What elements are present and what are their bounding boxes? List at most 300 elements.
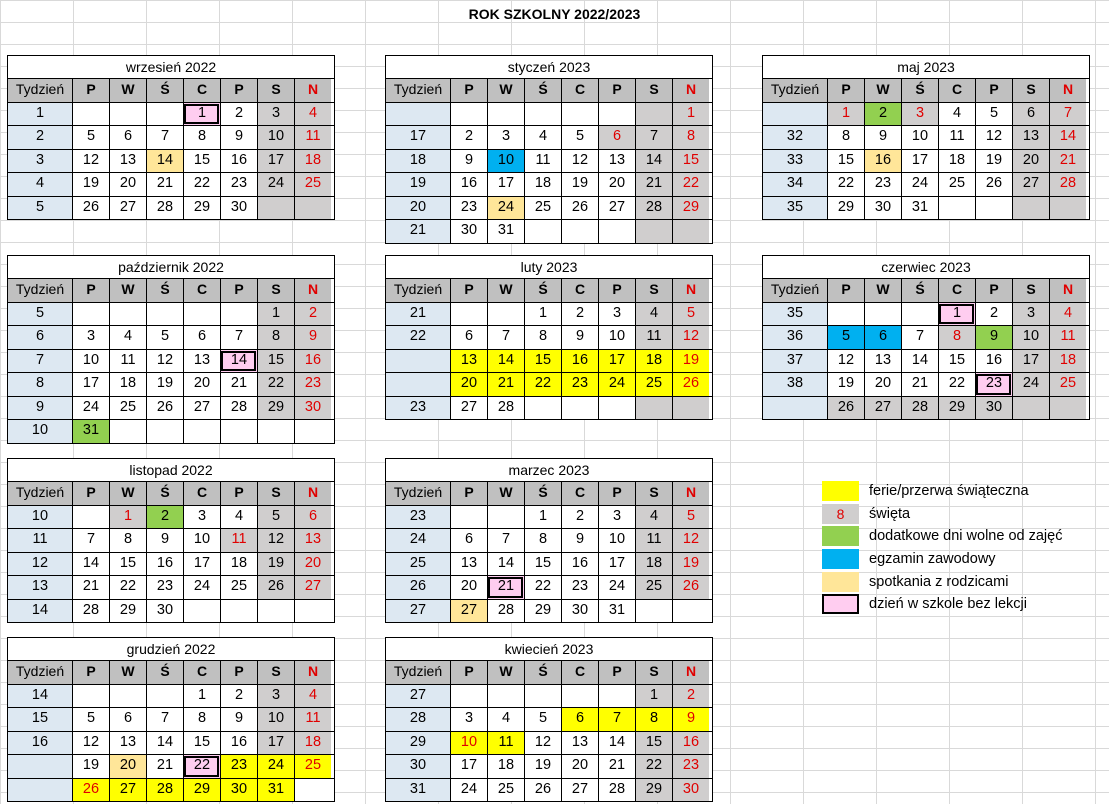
day-cell: 10 [487, 150, 524, 173]
week-number: 27 [386, 685, 450, 708]
weekday-header: P [450, 661, 487, 684]
day-cell [72, 303, 109, 326]
day-cell: 13 [109, 150, 146, 173]
week-number: 38 [763, 373, 827, 396]
week-number: 12 [8, 553, 72, 576]
week-row [8, 505, 334, 529]
day-cell: 28 [487, 600, 524, 623]
day-cell [635, 103, 672, 126]
day-cell: 6 [1012, 103, 1049, 126]
day-cell: 26 [72, 779, 109, 802]
day-cell: 17 [487, 173, 524, 196]
day-cell: 30 [864, 197, 901, 220]
weekday-header: N [1049, 279, 1086, 302]
day-cell: 28 [598, 779, 635, 802]
day-cell: 8 [183, 708, 220, 731]
day-cell [672, 600, 709, 623]
week-column-header: Tydzień [386, 279, 450, 302]
week-number: 21 [386, 303, 450, 326]
day-cell: 9 [561, 529, 598, 552]
day-cell: 24 [450, 779, 487, 802]
day-cell [220, 420, 257, 443]
day-cell: 30 [146, 600, 183, 623]
day-cell: 5 [72, 126, 109, 149]
day-cell: 3 [487, 126, 524, 149]
day-cell: 14 [487, 350, 524, 373]
day-cell: 11 [294, 126, 331, 149]
week-row [8, 149, 334, 173]
day-cell: 19 [672, 553, 709, 576]
day-cell: 2 [864, 103, 901, 126]
weekday-header: P [827, 79, 864, 102]
day-cell: 22 [524, 373, 561, 396]
weekday-header: W [864, 79, 901, 102]
day-cell: 1 [524, 506, 561, 529]
day-cell [183, 600, 220, 623]
week-number: 13 [8, 576, 72, 599]
day-cell: 10 [72, 350, 109, 373]
weekday-header: N [294, 661, 331, 684]
day-cell: 27 [183, 397, 220, 420]
day-cell: 7 [487, 529, 524, 552]
day-cell: 14 [901, 350, 938, 373]
week-number: 20 [386, 197, 450, 220]
week-number: 24 [386, 529, 450, 552]
legend-item-blue [822, 548, 1062, 571]
day-cell: 21 [487, 373, 524, 396]
week-row [8, 731, 334, 755]
week-column-header: Tydzień [8, 79, 72, 102]
month-grid [385, 278, 713, 420]
month-calendar [7, 458, 335, 623]
day-cell: 11 [635, 529, 672, 552]
month-grid [7, 78, 335, 220]
day-cell: 7 [598, 708, 635, 731]
weekday-header: P [827, 279, 864, 302]
month-calendar [762, 255, 1090, 420]
day-cell: 13 [1012, 126, 1049, 149]
day-cell: 17 [257, 732, 294, 755]
day-cell: 30 [450, 220, 487, 243]
day-cell: 19 [975, 150, 1012, 173]
weekday-header: N [1049, 79, 1086, 102]
day-cell: 20 [561, 755, 598, 778]
week-row [386, 172, 712, 196]
legend-swatch-pink [822, 594, 859, 614]
weekday-header: P [598, 79, 635, 102]
week-number: 10 [8, 506, 72, 529]
day-cell: 7 [72, 529, 109, 552]
day-cell: 20 [450, 576, 487, 599]
day-cell: 5 [975, 103, 1012, 126]
day-cell: 2 [450, 126, 487, 149]
month-title: marzec 2023 [385, 458, 713, 481]
day-cell: 23 [561, 373, 598, 396]
week-number: 3 [8, 150, 72, 173]
week-row [8, 778, 334, 802]
weekday-header-row [763, 79, 1089, 102]
day-cell: 21 [901, 373, 938, 396]
day-cell [146, 420, 183, 443]
day-cell: 17 [183, 553, 220, 576]
day-cell [524, 103, 561, 126]
day-cell [109, 685, 146, 708]
day-cell [938, 197, 975, 220]
day-cell: 12 [672, 529, 709, 552]
day-cell: 19 [72, 755, 109, 778]
day-cell: 4 [1049, 303, 1086, 326]
week-row [386, 599, 712, 623]
weekday-header: Ś [524, 279, 561, 302]
day-cell: 12 [257, 529, 294, 552]
day-cell: 15 [524, 553, 561, 576]
week-row [386, 149, 712, 173]
day-cell: 11 [109, 350, 146, 373]
week-row [386, 528, 712, 552]
day-cell: 25 [635, 576, 672, 599]
week-row [8, 302, 334, 326]
day-cell: 26 [524, 779, 561, 802]
day-cell: 15 [672, 150, 709, 173]
day-cell: 30 [220, 197, 257, 220]
week-column-header: Tydzień [386, 482, 450, 505]
week-number: 26 [386, 576, 450, 599]
day-cell: 5 [72, 708, 109, 731]
week-number [386, 350, 450, 373]
weekday-header-row [386, 279, 712, 302]
week-column-header: Tydzień [386, 661, 450, 684]
weekday-header: C [561, 279, 598, 302]
month-title: maj 2023 [762, 55, 1090, 78]
day-cell: 12 [672, 326, 709, 349]
day-cell [72, 103, 109, 126]
day-cell: 5 [257, 506, 294, 529]
week-number: 37 [763, 350, 827, 373]
month-title: styczeń 2023 [385, 55, 713, 78]
day-cell: 1 [183, 103, 220, 126]
day-cell [257, 197, 294, 220]
weekday-header-row [8, 482, 334, 505]
day-cell: 23 [220, 173, 257, 196]
day-cell [1012, 397, 1049, 420]
day-cell: 9 [220, 126, 257, 149]
week-number: 31 [386, 779, 450, 802]
week-column-header: Tydzień [763, 79, 827, 102]
month-calendar [385, 637, 713, 802]
day-cell: 15 [524, 350, 561, 373]
day-cell: 3 [183, 506, 220, 529]
day-cell: 18 [109, 373, 146, 396]
week-number: 18 [386, 150, 450, 173]
weekday-header: S [257, 79, 294, 102]
weekday-header: W [487, 279, 524, 302]
weekday-header: Ś [524, 482, 561, 505]
week-number: 23 [386, 397, 450, 420]
month-calendar [385, 55, 713, 244]
day-cell: 19 [146, 373, 183, 396]
week-number: 21 [386, 220, 450, 243]
week-row [386, 302, 712, 326]
day-cell: 27 [450, 600, 487, 623]
day-cell: 11 [1049, 326, 1086, 349]
day-cell: 4 [524, 126, 561, 149]
week-number: 14 [8, 600, 72, 623]
day-cell: 11 [938, 126, 975, 149]
day-cell: 26 [561, 197, 598, 220]
day-cell: 30 [975, 397, 1012, 420]
weekday-header: Ś [524, 79, 561, 102]
week-row [386, 325, 712, 349]
weekday-header: W [109, 482, 146, 505]
week-row [763, 149, 1089, 173]
day-cell: 6 [109, 126, 146, 149]
day-cell: 1 [257, 303, 294, 326]
legend-label: ferie/przerwa świąteczna [869, 483, 1029, 500]
weekday-header: P [72, 79, 109, 102]
week-row [8, 372, 334, 396]
day-cell: 8 [672, 126, 709, 149]
day-cell: 4 [487, 708, 524, 731]
weekday-header: N [294, 279, 331, 302]
day-cell: 13 [598, 150, 635, 173]
week-column-header: Tydzień [386, 79, 450, 102]
day-cell: 4 [294, 103, 331, 126]
weekday-header: W [487, 79, 524, 102]
day-cell: 31 [487, 220, 524, 243]
day-cell: 7 [146, 708, 183, 731]
day-cell: 13 [864, 350, 901, 373]
day-cell: 29 [635, 779, 672, 802]
legend-label: święta [869, 505, 911, 522]
day-cell: 11 [524, 150, 561, 173]
day-cell [561, 397, 598, 420]
weekday-header: N [294, 79, 331, 102]
day-cell: 22 [257, 373, 294, 396]
day-cell: 13 [450, 553, 487, 576]
weekday-header: P [598, 482, 635, 505]
day-cell: 16 [672, 732, 709, 755]
day-cell: 24 [257, 173, 294, 196]
day-cell [598, 220, 635, 243]
day-cell [220, 600, 257, 623]
day-cell: 22 [109, 576, 146, 599]
day-cell: 4 [220, 506, 257, 529]
weekday-header: C [183, 661, 220, 684]
day-cell: 21 [220, 373, 257, 396]
week-row [8, 552, 334, 576]
day-cell: 27 [294, 576, 331, 599]
legend-label: spotkania z rodzicami [869, 573, 1009, 590]
week-row [8, 707, 334, 731]
day-cell: 11 [487, 732, 524, 755]
weekday-header: C [938, 279, 975, 302]
day-cell: 10 [450, 732, 487, 755]
month-calendar [7, 637, 335, 802]
day-cell: 16 [975, 350, 1012, 373]
day-cell: 9 [561, 326, 598, 349]
day-cell: 25 [635, 373, 672, 396]
day-cell: 14 [72, 553, 109, 576]
day-cell: 29 [257, 397, 294, 420]
day-cell: 27 [598, 197, 635, 220]
day-cell [487, 506, 524, 529]
weekday-header: Ś [146, 279, 183, 302]
day-cell: 23 [561, 576, 598, 599]
week-number: 4 [8, 173, 72, 196]
weekday-header: C [561, 661, 598, 684]
day-cell: 29 [672, 197, 709, 220]
day-cell: 12 [524, 732, 561, 755]
day-cell [450, 685, 487, 708]
day-cell: 7 [146, 126, 183, 149]
month-grid [7, 278, 335, 444]
day-cell: 20 [450, 373, 487, 396]
day-cell [294, 600, 331, 623]
day-cell [598, 103, 635, 126]
day-cell: 1 [938, 303, 975, 326]
day-cell: 1 [827, 103, 864, 126]
day-cell: 25 [294, 755, 331, 778]
day-cell: 10 [1012, 326, 1049, 349]
week-row [763, 102, 1089, 126]
day-cell [1012, 197, 1049, 220]
day-cell [598, 685, 635, 708]
month-grid [385, 78, 713, 244]
week-number: 15 [8, 708, 72, 731]
day-cell [561, 685, 598, 708]
day-cell [146, 685, 183, 708]
day-cell: 19 [561, 173, 598, 196]
weekday-header: W [109, 661, 146, 684]
day-cell: 8 [109, 529, 146, 552]
day-cell: 13 [109, 732, 146, 755]
day-cell: 6 [598, 126, 635, 149]
day-cell: 6 [561, 708, 598, 731]
weekday-header: N [672, 279, 709, 302]
day-cell [635, 220, 672, 243]
day-cell: 4 [635, 303, 672, 326]
weekday-header: P [450, 79, 487, 102]
week-number: 14 [8, 685, 72, 708]
day-cell: 24 [598, 576, 635, 599]
day-cell: 8 [524, 326, 561, 349]
day-cell: 17 [598, 350, 635, 373]
week-number: 29 [386, 732, 450, 755]
day-cell: 5 [561, 126, 598, 149]
day-cell: 27 [109, 197, 146, 220]
day-cell: 6 [450, 326, 487, 349]
day-cell: 14 [146, 732, 183, 755]
weekday-header: S [635, 482, 672, 505]
week-column-header: Tydzień [8, 279, 72, 302]
week-number: 2 [8, 126, 72, 149]
day-cell: 2 [220, 685, 257, 708]
week-number [386, 373, 450, 396]
day-cell [672, 220, 709, 243]
day-cell: 6 [864, 326, 901, 349]
legend-item-green [822, 525, 1062, 548]
weekday-header: P [72, 482, 109, 505]
day-cell: 14 [598, 732, 635, 755]
weekday-header: C [561, 79, 598, 102]
day-cell: 31 [598, 600, 635, 623]
day-cell: 21 [635, 173, 672, 196]
day-cell: 24 [487, 197, 524, 220]
day-cell: 23 [450, 197, 487, 220]
day-cell: 18 [524, 173, 561, 196]
weekday-header: Ś [524, 661, 561, 684]
day-cell: 8 [827, 126, 864, 149]
day-cell [257, 420, 294, 443]
weekday-header: N [672, 79, 709, 102]
week-number: 32 [763, 126, 827, 149]
day-cell: 25 [524, 197, 561, 220]
day-cell: 7 [1049, 103, 1086, 126]
week-row [8, 599, 334, 623]
week-row [763, 172, 1089, 196]
day-cell: 1 [524, 303, 561, 326]
day-cell: 6 [183, 326, 220, 349]
day-cell: 3 [257, 103, 294, 126]
weekday-header: S [635, 79, 672, 102]
day-cell: 19 [672, 350, 709, 373]
day-cell: 17 [72, 373, 109, 396]
day-cell: 16 [450, 173, 487, 196]
day-cell: 1 [672, 103, 709, 126]
day-cell [598, 397, 635, 420]
day-cell: 9 [672, 708, 709, 731]
weekday-header: S [257, 482, 294, 505]
day-cell: 13 [561, 732, 598, 755]
month-calendar [385, 458, 713, 623]
day-cell: 7 [901, 326, 938, 349]
weekday-header-row [386, 661, 712, 684]
day-cell: 25 [109, 397, 146, 420]
weekday-header: P [975, 79, 1012, 102]
week-row [386, 102, 712, 126]
day-cell: 21 [1049, 150, 1086, 173]
week-number [763, 397, 827, 420]
legend-item-peach [822, 570, 1062, 593]
day-cell: 27 [561, 779, 598, 802]
day-cell: 16 [220, 732, 257, 755]
week-number: 10 [8, 420, 72, 443]
day-cell [450, 303, 487, 326]
day-cell: 20 [109, 173, 146, 196]
legend-swatch-yellow [822, 481, 859, 501]
week-number: 34 [763, 173, 827, 196]
day-cell: 14 [1049, 126, 1086, 149]
weekday-header: P [72, 661, 109, 684]
day-cell: 8 [257, 326, 294, 349]
day-cell: 19 [827, 373, 864, 396]
weekday-header: P [220, 79, 257, 102]
day-cell: 3 [72, 326, 109, 349]
day-cell: 28 [72, 600, 109, 623]
day-cell: 16 [146, 553, 183, 576]
weekday-header: P [598, 661, 635, 684]
day-cell: 20 [183, 373, 220, 396]
week-row [763, 302, 1089, 326]
weekday-header: C [938, 79, 975, 102]
day-cell: 26 [146, 397, 183, 420]
weekday-header: P [975, 279, 1012, 302]
day-cell: 25 [220, 576, 257, 599]
weekday-header: S [635, 661, 672, 684]
week-number [763, 103, 827, 126]
day-cell [183, 303, 220, 326]
day-cell: 3 [598, 303, 635, 326]
